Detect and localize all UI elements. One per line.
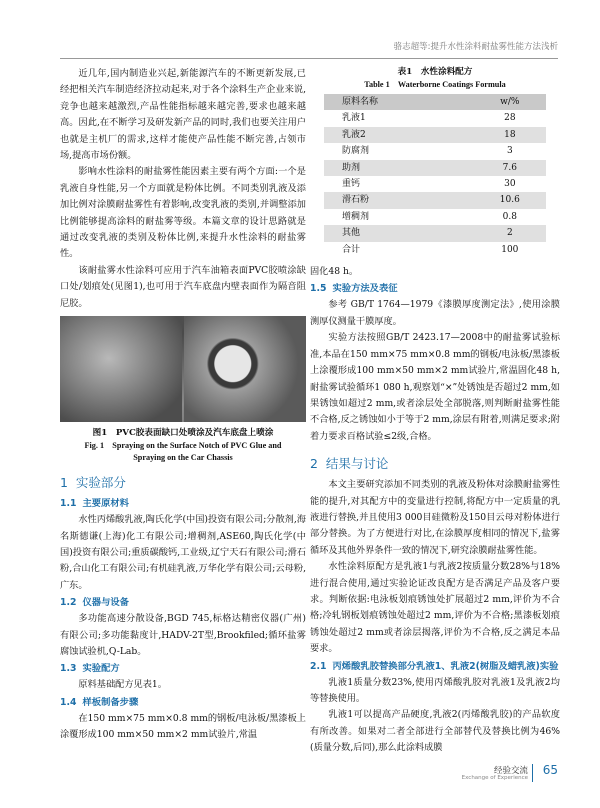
- equipment-paragraph: 多功能高速分散设备,BGD 745,标格达精密仪器(广州)有限公司;多功能黏度计,HADV-2T型,Brookfiled;循环盐雾腐蚀试验机,Q-Lab。: [60, 613, 306, 657]
- materials-paragraph: 水性丙烯酸乳液,陶氏化学(中国)投资有限公司;分散剂,海名斯德谦(上海)化工有限公司;增稠剂,ASE60,陶氏化学(中国)投资有限公司;重质碳酸钙,工业级,辽宁天石有限公司;滑石粉,合山化工有限公司;有机硅乳液,万华化学有限公司;云母粉,广东。: [60, 514, 306, 591]
- table-row: [324, 110, 546, 126]
- table-cell: 重钙: [342, 179, 361, 190]
- figure-caption-en-line2: Spraying on the Car Chassis: [133, 453, 233, 463]
- table-cell: 乳液1: [342, 113, 366, 124]
- table-cell: 18: [474, 127, 546, 143]
- section-2-1-paragraph-1: 乳液1质量分数23%,使用丙烯酸乳胶对乳液1及乳液2均等替换使用。: [310, 676, 560, 704]
- sample-prep-paragraph: 在150 mm×75 mm×0.8 mm的钢板/电泳板/黑漆板上涂覆形成100 mm×50 mm×2 mm试验片,常温: [60, 712, 306, 741]
- running-header: 骆志超等:提升水性涂料耐盐雾性能方法浅析: [393, 42, 558, 52]
- pvc-notch-photo: [60, 316, 182, 422]
- table-1-title-cn: 表1 水性涂料配方: [397, 67, 473, 77]
- footer-divider: [532, 764, 533, 782]
- table-cell: 乳液2: [324, 127, 474, 143]
- header-divider: [60, 58, 558, 59]
- table-row: [324, 192, 546, 208]
- table-cell: 30: [504, 179, 516, 190]
- left-column: [60, 66, 306, 744]
- section-2-1-heading: 2.1 丙烯酸乳胶替换部分乳液1、乳液2(树脂及蜡乳液)实验: [310, 660, 559, 672]
- column-brand-cn: 经验交流: [493, 766, 528, 776]
- method-paragraph-1: 参考 GB/T 1764—1979《漆膜厚度测定法》,使用涂膜测厚仪测量干膜厚度。: [310, 299, 560, 327]
- table-cell: 3: [506, 146, 513, 157]
- table-row: [324, 242, 546, 258]
- cure-continuation: 固化48 h。: [310, 266, 359, 278]
- table-row: [324, 127, 546, 143]
- table-cell: 合计: [342, 244, 361, 255]
- table-cell: 其他: [324, 225, 474, 241]
- table-header-cell: w/%: [474, 94, 546, 110]
- section-1-3-heading: 1.3 实验配方: [60, 663, 120, 675]
- method-paragraph-2: 实验方法按照GB/T 2423.17—2008中的耐盐雾试验标准,本品在150 mm×75 mm×0.8 mm的钢板/电泳板/黑漆板上涂覆形成100 mm×50 mm×2 mm试验片,常温固化48 h,耐盐雾试验循环1 080 h,观察划“×”处锈蚀是否超过2 mm,如果锈蚀如超过2 mm,或者涂层处全部脱落,则判断耐盐雾性能不合格,反之锈蚀如小于等于2 mm,涂层有附着,则满足要求;附着力要求百格试验≤2级,合格。: [310, 332, 560, 442]
- table-cell: 滑石粉: [324, 192, 474, 208]
- table-row: [324, 176, 546, 192]
- section-1-2-heading: 1.2 仪器与设备: [60, 597, 129, 609]
- table-cell: 28: [504, 113, 516, 124]
- table-cell: 增稠剂: [342, 211, 370, 222]
- table-cell: 助剂: [324, 160, 474, 176]
- table-cell: 2: [474, 225, 546, 241]
- table-cell: 100: [501, 244, 519, 255]
- table-row: [324, 160, 546, 176]
- section-1-4-heading: 1.4 样板制备步骤: [60, 696, 139, 708]
- figure-caption-cn: 图1 PVC胶表面缺口处喷涂及汽车底盘上喷涂: [92, 428, 274, 439]
- formula-table: [324, 94, 546, 258]
- intro-paragraph-2: 影响水性涂料的耐盐雾性能因素主要有两个方面:一个是乳液自身性能,另一个方面就是粉体比例。不同类别乳液及添加比例对涂膜耐盐雾性有着影响,改变乳液的类别,并调整添加比例能够提高涂料的耐盐雾等级。本篇文章的设计思路就是通过改变乳液的类别及粉体比例,来提升水性涂料的耐盐雾性。: [60, 166, 306, 260]
- page-number: 65: [542, 763, 558, 777]
- column-brand-en: Exchange of Experience: [461, 775, 528, 781]
- table-cell: 防腐剂: [342, 146, 370, 157]
- section-1-5-heading: 1.5 实验方法及表征: [310, 283, 398, 295]
- table-row: [324, 225, 546, 241]
- section-1-1-heading: 1.1 主要原材料: [60, 498, 129, 510]
- table-cell: 0.8: [502, 211, 517, 222]
- intro-paragraph-3: 该耐盐雾水性涂料可应用于汽车油箱表面PVC胶喷涂缺口处/划痕处(见图1),也可用于汽车底盘内壁表面作为隔音阻尼胶。: [60, 264, 306, 309]
- table-row: [324, 209, 546, 225]
- table-header-row: [324, 94, 546, 110]
- results-paragraph-2: 水性涂料原配方是乳液1与乳液2按质量分数28%与18%进行混合使用,通过实验论证改良配方是否满足产品及客户要求。判断依据:电泳板划痕锈蚀处扩展超过2 mm,评价为不合格;冷轧钢板划痕锈蚀处超过2 mm,评价为不合格;黑漆板划痕锈蚀处超过2 mm或者涂层揭落,评价为不合格,反之满足本品要求。: [310, 561, 560, 655]
- results-paragraph-1: 本文主要研究添加不同类别的乳液及粉体对涂膜耐盐雾性能的提升,对其配方中的变量进行控制,将配方中一定质量的乳液进行替换,并且使用3 000目硅微粉及150目云母对粉体进行部分替换。为了方便进行对比,在涂膜厚度相同的情况下,盐雾循环及其他外界条件一致的情况下,研究涂膜耐盐雾性能。: [310, 479, 560, 556]
- figure-caption-en-line1: Fig. 1 Spraying on the Surface Notch of PVC Glue and: [84, 441, 282, 451]
- table-row: [324, 143, 546, 159]
- table-cell: 10.6: [474, 192, 546, 208]
- figure-1-photo: [60, 316, 306, 422]
- car-chassis-photo: [184, 316, 306, 422]
- table-1-title-en: Table 1 Waterborne Coatings Formula: [364, 80, 506, 89]
- table-cell: 7.6: [474, 160, 546, 176]
- intro-paragraph-1: 近几年,国内制造业兴起,新能源汽车的不断更新发展,已经把相关汽车制造经济拉动起来,对于各个涂料生产企业来说,竞争也越来越激烈,产品性能指标越来越完善,要求也越来越高。因此,在不断学习及研发新产品的同时,我们也要关注用户也就是主机厂的需求,这样才能使产品性能不断完善,占领市场,提高市场份额。: [60, 68, 306, 162]
- formula-paragraph: 原料基础配方见表1。: [78, 679, 167, 691]
- table-header-cell: 原料名称: [324, 94, 474, 110]
- section-2-heading: 2 结果与讨论: [310, 456, 389, 472]
- section-2-1-paragraph-2: 乳液1可以提高产品硬度,乳液2(丙烯酸乳胶)的产品软度有所改善。如果对二者全部进行全部替代及替换比例为46%(质量分数,后同),那么此涂料成膜: [310, 709, 560, 754]
- right-column: [310, 66, 560, 757]
- section-1-heading: 1 实验部分: [60, 475, 126, 491]
